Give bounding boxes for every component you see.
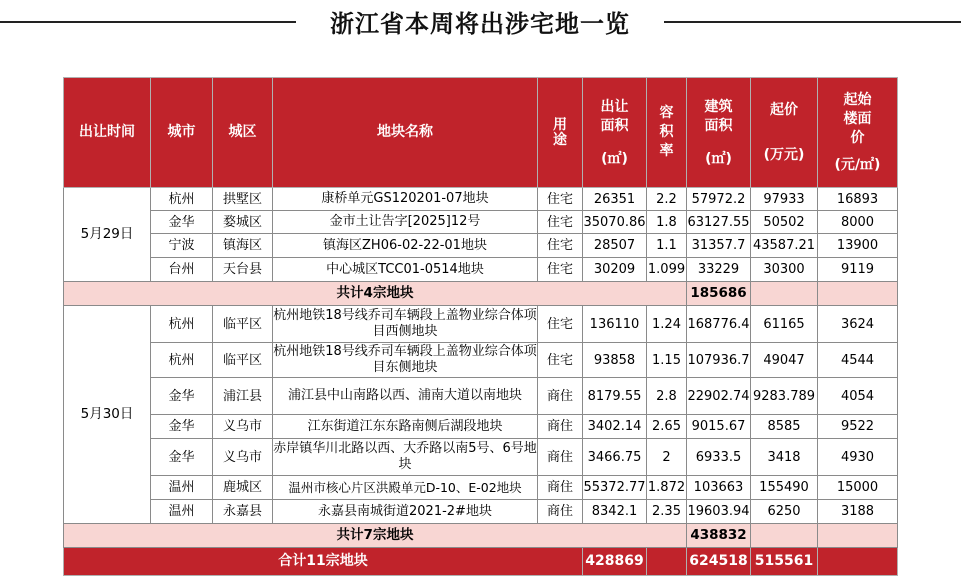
total-price: 515561 (751, 548, 818, 576)
header-floor-area (687, 78, 751, 188)
unit-price-cell: 4054 (818, 378, 898, 415)
total-empty (647, 548, 687, 576)
price-cell: 43587.21 (751, 234, 818, 258)
land-area-cell: 8342.1 (583, 500, 647, 524)
parcel-cell: 镇海区ZH06-02-22-01地块 (273, 234, 538, 258)
use-cell: 住宅 (538, 258, 583, 282)
land-table (63, 77, 898, 576)
header-land-area-unit: (㎡) (601, 151, 628, 167)
use-cell: 商住 (538, 415, 583, 439)
date-cell: 5月29日 (64, 188, 151, 282)
header-row (64, 78, 898, 188)
unit-price-cell: 9119 (818, 258, 898, 282)
table-row (64, 500, 898, 524)
city-cell: 温州 (151, 476, 213, 500)
unit-price-cell: 9522 (818, 415, 898, 439)
parcel-cell: 杭州地铁18号线乔司车辆段上盖物业综合体项目西侧地块 (273, 306, 538, 343)
parcel-cell: 浦江县中山南路以西、浦南大道以南地块 (273, 378, 538, 415)
header-unit-price-label: 起始楼面价 (843, 91, 872, 146)
use-cell: 商住 (538, 476, 583, 500)
district-cell: 天台县 (213, 258, 273, 282)
subtotal-label: 共计4宗地块 (64, 282, 687, 306)
title-rule-left (0, 21, 296, 23)
total-land-area: 428869 (583, 548, 647, 576)
floor-area-cell: 63127.55 (687, 211, 751, 234)
header-use-text: 用途 (553, 116, 567, 148)
unit-price-cell: 3624 (818, 306, 898, 343)
total-row (64, 548, 898, 576)
use-cell: 住宅 (538, 234, 583, 258)
city-cell: 金华 (151, 439, 213, 476)
far-cell: 1.872 (647, 476, 687, 500)
land-area-cell: 8179.55 (583, 378, 647, 415)
header-far (647, 78, 687, 188)
floor-area-cell: 33229 (687, 258, 751, 282)
table-row (64, 415, 898, 439)
city-cell: 金华 (151, 378, 213, 415)
far-cell: 1.15 (647, 343, 687, 378)
district-cell: 婺城区 (213, 211, 273, 234)
subtotal-empty (818, 282, 898, 306)
use-cell: 商住 (538, 439, 583, 476)
subtotal-row (64, 282, 898, 306)
parcel-cell: 永嘉县南城街道2021-2#地块 (273, 500, 538, 524)
header-price (751, 78, 818, 188)
subtotal-row (64, 524, 898, 548)
price-cell: 155490 (751, 476, 818, 500)
table-row (64, 306, 898, 343)
district-cell: 浦江县 (213, 378, 273, 415)
header-far-text: 容积率 (659, 105, 674, 159)
subtotal-empty (751, 524, 818, 548)
header-floor-area-unit: (㎡) (705, 151, 732, 167)
land-area-cell: 136110 (583, 306, 647, 343)
parcel-cell: 赤岸镇华川北路以西、大乔路以南5号、6号地块 (273, 439, 538, 476)
subtotal-label: 共计7宗地块 (64, 524, 687, 548)
header-land-area (583, 78, 647, 188)
district-cell: 拱墅区 (213, 188, 273, 211)
city-cell: 宁波 (151, 234, 213, 258)
far-cell: 2.2 (647, 188, 687, 211)
land-area-cell: 3466.75 (583, 439, 647, 476)
city-cell: 金华 (151, 211, 213, 234)
unit-price-cell: 3188 (818, 500, 898, 524)
unit-price-cell: 4930 (818, 439, 898, 476)
floor-area-cell: 57972.2 (687, 188, 751, 211)
parcel-cell: 金市土让告字[2025]12号 (273, 211, 538, 234)
use-cell: 住宅 (538, 306, 583, 343)
unit-price-cell: 15000 (818, 476, 898, 500)
use-cell: 住宅 (538, 188, 583, 211)
header-floor-area-label: 建筑面积 (704, 99, 733, 134)
parcel-cell: 温州市核心片区洪殿单元D-10、E-02地块 (273, 476, 538, 500)
far-cell: 1.8 (647, 211, 687, 234)
floor-area-cell: 6933.5 (687, 439, 751, 476)
header-date: 出让时间 (64, 78, 151, 188)
parcel-cell: 江东街道江东东路南侧后湖段地块 (273, 415, 538, 439)
floor-area-cell: 168776.4 (687, 306, 751, 343)
land-area-cell: 26351 (583, 188, 647, 211)
date-cell: 5月30日 (64, 306, 151, 524)
far-cell: 1.099 (647, 258, 687, 282)
use-cell: 商住 (538, 500, 583, 524)
price-cell: 49047 (751, 343, 818, 378)
land-area-cell: 3402.14 (583, 415, 647, 439)
unit-price-cell: 16893 (818, 188, 898, 211)
city-cell: 台州 (151, 258, 213, 282)
table-row (64, 258, 898, 282)
district-cell: 义乌市 (213, 415, 273, 439)
total-empty (818, 548, 898, 576)
price-cell: 50502 (751, 211, 818, 234)
district-cell: 临平区 (213, 343, 273, 378)
header-district: 城区 (213, 78, 273, 188)
floor-area-cell: 22902.74 (687, 378, 751, 415)
city-cell: 杭州 (151, 306, 213, 343)
total-label: 合计11宗地块 (64, 548, 583, 576)
header-price-unit: (万元) (763, 146, 805, 163)
floor-area-cell: 31357.7 (687, 234, 751, 258)
floor-area-cell: 103663 (687, 476, 751, 500)
parcel-cell: 中心城区TCC01-0514地块 (273, 258, 538, 282)
district-cell: 义乌市 (213, 439, 273, 476)
floor-area-cell: 19603.94 (687, 500, 751, 524)
table-row (64, 439, 898, 476)
subtotal-empty (751, 282, 818, 306)
page-title: 浙江省本周将出涉宅地一览 (330, 10, 630, 38)
subtotal-floor-area: 185686 (687, 282, 751, 306)
far-cell: 2.35 (647, 500, 687, 524)
district-cell: 临平区 (213, 306, 273, 343)
use-cell: 商住 (538, 378, 583, 415)
table-row (64, 188, 898, 211)
far-cell: 2.65 (647, 415, 687, 439)
floor-area-cell: 107936.7 (687, 343, 751, 378)
unit-price-cell: 8000 (818, 211, 898, 234)
table-row (64, 476, 898, 500)
header-land-area-label: 出让面积 (600, 99, 629, 134)
title-rule-right (664, 21, 961, 23)
floor-area-cell: 9015.67 (687, 415, 751, 439)
district-cell: 永嘉县 (213, 500, 273, 524)
title-bar (0, 0, 961, 44)
price-cell: 8585 (751, 415, 818, 439)
table-row (64, 378, 898, 415)
price-cell: 30300 (751, 258, 818, 282)
far-cell: 2 (647, 439, 687, 476)
header-price-label: 起价 (770, 101, 798, 118)
subtotal-floor-area: 438832 (687, 524, 751, 548)
land-area-cell: 30209 (583, 258, 647, 282)
header-use (538, 78, 583, 188)
city-cell: 杭州 (151, 188, 213, 211)
district-cell: 镇海区 (213, 234, 273, 258)
land-area-cell: 93858 (583, 343, 647, 378)
city-cell: 温州 (151, 500, 213, 524)
far-cell: 1.24 (647, 306, 687, 343)
price-cell: 61165 (751, 306, 818, 343)
parcel-cell: 杭州地铁18号线乔司车辆段上盖物业综合体项目东侧地块 (273, 343, 538, 378)
header-parcel: 地块名称 (273, 78, 538, 188)
header-unit-price (818, 78, 898, 188)
unit-price-cell: 13900 (818, 234, 898, 258)
price-cell: 3418 (751, 439, 818, 476)
table-row (64, 343, 898, 378)
header-city: 城市 (151, 78, 213, 188)
price-cell: 97933 (751, 188, 818, 211)
unit-price-cell: 4544 (818, 343, 898, 378)
subtotal-empty (818, 524, 898, 548)
city-cell: 杭州 (151, 343, 213, 378)
use-cell: 住宅 (538, 343, 583, 378)
far-cell: 2.8 (647, 378, 687, 415)
table-row (64, 234, 898, 258)
total-floor-area: 624518 (687, 548, 751, 576)
land-area-cell: 55372.77 (583, 476, 647, 500)
price-cell: 9283.789 (751, 378, 818, 415)
district-cell: 鹿城区 (213, 476, 273, 500)
parcel-cell: 康桥单元GS120201-07地块 (273, 188, 538, 211)
use-cell: 住宅 (538, 211, 583, 234)
far-cell: 1.1 (647, 234, 687, 258)
price-cell: 6250 (751, 500, 818, 524)
city-cell: 金华 (151, 415, 213, 439)
land-area-cell: 28507 (583, 234, 647, 258)
table-row (64, 211, 898, 234)
header-unit-price-unit: (元/㎡) (834, 156, 881, 173)
land-area-cell: 35070.86 (583, 211, 647, 234)
